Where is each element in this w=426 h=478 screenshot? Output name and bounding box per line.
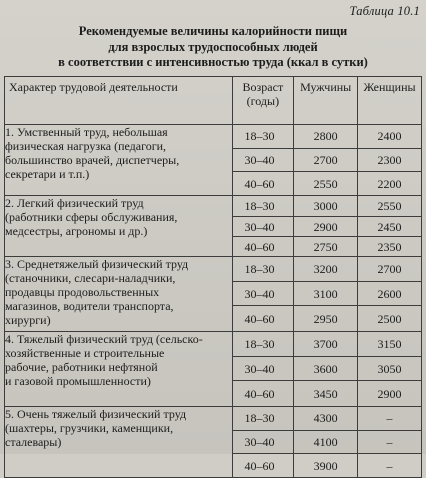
- table-title-line: в соответствии с интенсивностью труда (ккал в сутки): [58, 55, 368, 69]
- activity-description-line: большинство врачей, диспетчеры,: [5, 153, 180, 167]
- activity-description-line: 4. Тяжелый физический труд (сельско-: [5, 332, 203, 346]
- table-row: [5, 257, 422, 332]
- activity-description-line: 5. Очень тяжелый физический труд: [5, 407, 187, 421]
- activity-description-line: рабочие, работники нефтяной: [5, 360, 158, 374]
- header-activity: Характер трудовой деятельности: [5, 77, 233, 125]
- women-value: –: [358, 430, 421, 453]
- activity-description: [5, 125, 233, 196]
- activity-description-line: хирурги): [5, 313, 51, 327]
- women-column-cell: [358, 196, 422, 257]
- age-cell: 40–60: [233, 453, 294, 477]
- table-row: [5, 125, 422, 196]
- activity-description: [5, 407, 233, 478]
- men-value: 2800: [313, 129, 338, 143]
- activity-description-line: 1. Умственный труд, небольшая: [5, 125, 168, 139]
- men-value: 2750: [294, 236, 357, 256]
- women-value: 2900: [358, 380, 421, 406]
- activity-description-line: (работники сферы обслуживания,: [5, 210, 178, 224]
- women-column-cell: [358, 407, 422, 478]
- age-cell: 18–30: [244, 411, 275, 425]
- men-value: 3450: [294, 380, 357, 406]
- header-age: [232, 77, 294, 125]
- table-title-line: для взрослых трудоспособных людей: [108, 39, 318, 54]
- age-cell: 30–40: [233, 148, 294, 171]
- activity-description: [5, 257, 233, 332]
- activity-description-line: секретари и т.п.): [5, 167, 90, 181]
- men-value: 3200: [313, 262, 338, 276]
- age-column-cell: [232, 196, 294, 257]
- men-column-cell: [294, 125, 358, 196]
- age-cell: 18–30: [244, 337, 275, 351]
- age-cell: 30–40: [233, 216, 294, 236]
- age-cell: 40–60: [233, 380, 294, 406]
- women-value: 2600: [358, 281, 421, 305]
- age-cell: 18–30: [244, 199, 275, 213]
- activity-description: [5, 196, 233, 257]
- activity-description: [5, 332, 233, 407]
- activity-description-line: магазинов, водители транспорта,: [5, 299, 174, 313]
- age-cell: 40–60: [233, 236, 294, 256]
- women-value: 2700: [377, 262, 402, 276]
- men-column-cell: [294, 332, 358, 407]
- activity-description-line: хозяйственные и строительные: [5, 346, 165, 360]
- men-value: 2700: [294, 148, 357, 171]
- header-men: Мужчины: [294, 77, 358, 125]
- table-row: [5, 407, 422, 478]
- activity-description-line: медсестры, агрономы и др.): [5, 224, 148, 238]
- women-value: 2450: [358, 216, 421, 236]
- age-cell: 18–30: [244, 129, 275, 143]
- activity-description-line: продавцы продовольственных: [5, 285, 160, 299]
- table-row: [5, 332, 422, 407]
- women-column-cell: [358, 125, 422, 196]
- age-cell: 18–30: [244, 262, 275, 276]
- age-column-cell: [232, 125, 294, 196]
- activity-description-line: 3. Среднетяжелый физический труд: [5, 257, 189, 271]
- women-value: 2400: [377, 129, 402, 143]
- age-column-cell: [232, 257, 294, 332]
- men-value: 2950: [294, 305, 357, 331]
- men-value: 3000: [313, 199, 338, 213]
- men-value: 3900: [294, 453, 357, 477]
- table-title: [0, 24, 426, 71]
- women-column-cell: [358, 257, 422, 332]
- women-value: 2200: [358, 171, 421, 195]
- activity-description-line: (станочники, слесари-наладчики,: [5, 271, 176, 285]
- women-value: 2550: [377, 199, 402, 213]
- age-cell: 30–40: [233, 356, 294, 380]
- men-value: 4300: [313, 411, 338, 425]
- men-value: 3100: [294, 281, 357, 305]
- women-column-cell: [358, 332, 422, 407]
- calorie-table: [4, 76, 422, 478]
- men-column-cell: [294, 407, 358, 478]
- age-cell: 40–60: [233, 305, 294, 331]
- activity-description-line: и газовой промышленности): [5, 374, 151, 388]
- men-value: 3700: [313, 337, 338, 351]
- men-column-cell: [294, 196, 358, 257]
- header-women: Женщины: [358, 77, 422, 125]
- men-value: 2550: [294, 171, 357, 195]
- table-row: [5, 196, 422, 257]
- men-column-cell: [294, 257, 358, 332]
- table-number: Таблица 10.1: [349, 4, 420, 18]
- age-cell: 30–40: [233, 281, 294, 305]
- header-age-line: Возраст: [242, 80, 284, 94]
- activity-description-line: (шахтеры, грузчики, каменщики,: [5, 421, 174, 435]
- header-age-line: (годы): [246, 94, 280, 108]
- women-value: 3150: [377, 337, 402, 351]
- men-value: 2900: [294, 216, 357, 236]
- table-header-row: [5, 77, 422, 125]
- women-value: 2300: [358, 148, 421, 171]
- age-column-cell: [232, 332, 294, 407]
- women-value: –: [386, 411, 393, 425]
- activity-description-line: сталевары): [5, 435, 62, 449]
- age-cell: 30–40: [233, 430, 294, 453]
- women-value: –: [358, 453, 421, 477]
- women-value: 2350: [358, 236, 421, 256]
- age-column-cell: [232, 407, 294, 478]
- activity-description-line: 2. Легкий физический труд: [5, 196, 144, 210]
- age-cell: 40–60: [233, 171, 294, 195]
- activity-description-line: физическая нагрузка (педагоги,: [5, 139, 167, 153]
- women-value: 2500: [358, 305, 421, 331]
- men-value: 3600: [294, 356, 357, 380]
- table-title-line: Рекомендуемые величины калорийности пищи: [78, 24, 348, 38]
- men-value: 4100: [294, 430, 357, 453]
- table-body: [5, 125, 422, 478]
- women-value: 3050: [358, 356, 421, 380]
